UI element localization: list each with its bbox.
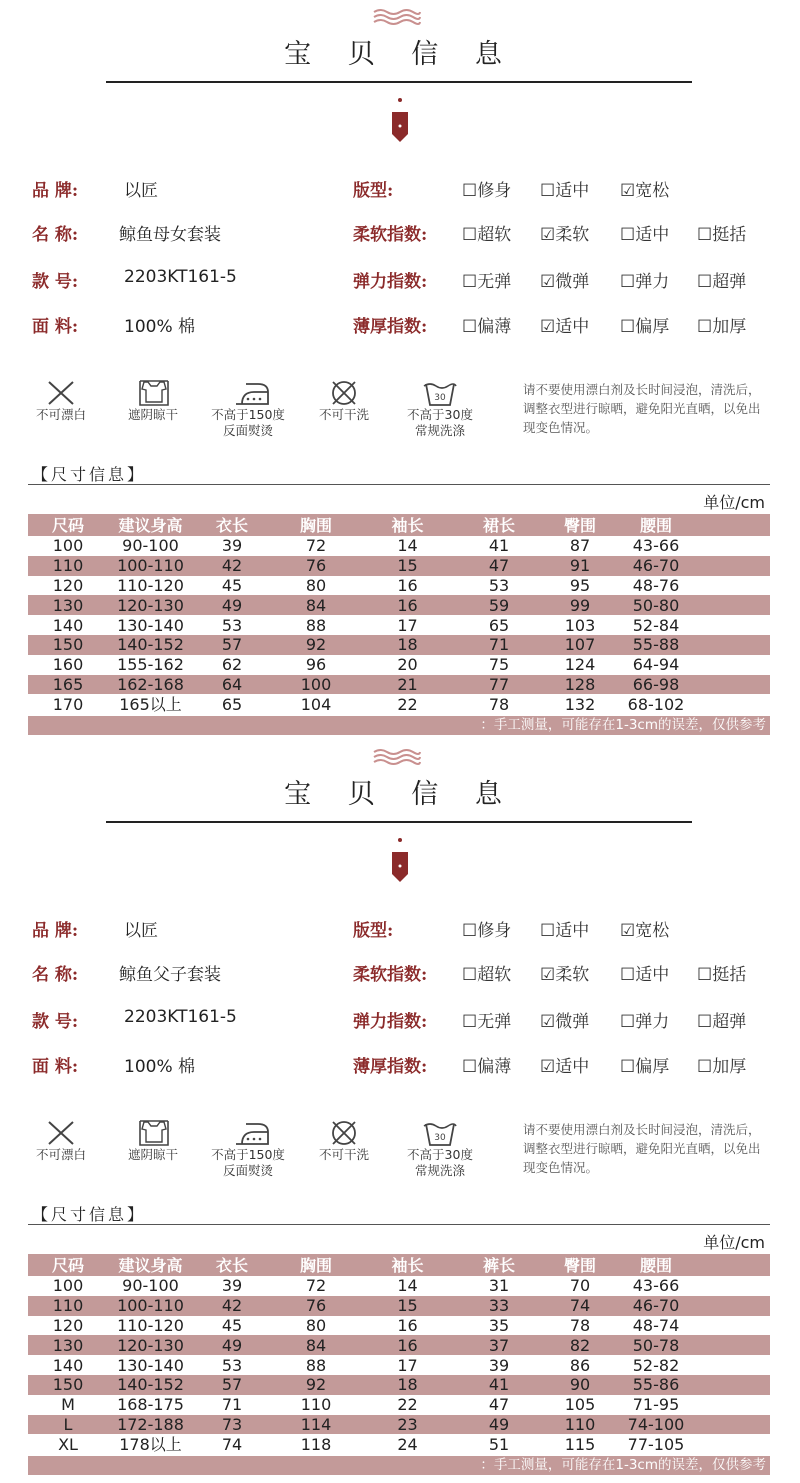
measurement-footnote: ：手工测量，可能存在1-3cm的误差，仅供参考 bbox=[28, 716, 770, 735]
wash-30-icon bbox=[420, 1118, 460, 1148]
column-header: 衣长 bbox=[193, 1254, 271, 1276]
table-row bbox=[28, 536, 770, 556]
table-cell: 107 bbox=[544, 635, 616, 655]
sku-value: 2203KT161-5 bbox=[124, 1007, 237, 1027]
table-cell: 39 bbox=[221, 536, 243, 556]
table-cell: 16 bbox=[361, 595, 454, 615]
size-section-title: 【尺寸信息】 bbox=[32, 1205, 147, 1224]
table-cell: 80 bbox=[305, 575, 327, 595]
table-cell: 105 bbox=[564, 1395, 596, 1415]
care-caption: 不可干洗 bbox=[318, 407, 369, 422]
table-cell: 52-84 bbox=[632, 615, 680, 635]
table-cell: 65 bbox=[488, 615, 510, 635]
care-caption: 不高于30度 常规洗涤 bbox=[407, 1147, 473, 1178]
table-cell: 47 bbox=[454, 556, 544, 576]
table-cell: 31 bbox=[488, 1276, 510, 1296]
table-cell: 130-140 bbox=[117, 1355, 184, 1375]
table-cell: 90-100 bbox=[122, 1276, 179, 1296]
table-cell: 57 bbox=[193, 1375, 271, 1395]
table-cell: 140 bbox=[52, 615, 84, 635]
table-cell: 16 bbox=[397, 575, 418, 595]
table-cell: 72 bbox=[305, 536, 327, 556]
table-cell: 53 bbox=[488, 575, 510, 595]
sku-value: 2203KT161-5 bbox=[124, 267, 237, 287]
softness-label: 柔软指数: bbox=[353, 225, 428, 245]
name-value: 鲸鱼父子套装 bbox=[119, 965, 221, 985]
wash-temp-text: 30 bbox=[434, 393, 446, 403]
table-cell: 59 bbox=[454, 595, 544, 615]
softness-option: ☐挺括 bbox=[697, 225, 747, 245]
table-cell: 55-86 bbox=[616, 1375, 696, 1395]
thickness-option: ☐加厚 bbox=[697, 317, 747, 337]
table-cell: 110-120 bbox=[117, 575, 184, 595]
table-cell: 120-130 bbox=[108, 595, 193, 615]
table-cell: 132 bbox=[564, 694, 596, 714]
table-cell: 78 bbox=[569, 1315, 591, 1335]
table-cell: 110 bbox=[28, 1296, 108, 1316]
table-cell: 110 bbox=[544, 1415, 616, 1435]
care-note: 请不要使用漂白剂及长时间浸泡，清洗后，调整衣型进行晾晒，避免阳光直晒，以免出现变色情况。 bbox=[523, 1122, 761, 1175]
column-header: 袖长 bbox=[361, 1254, 454, 1276]
thickness-option: ☐偏厚 bbox=[620, 317, 670, 337]
thickness-label: 薄厚指数: bbox=[353, 1057, 428, 1077]
table-cell: 16 bbox=[361, 1335, 454, 1355]
table-cell: 50-80 bbox=[616, 595, 696, 615]
size-divider bbox=[28, 484, 770, 485]
table-cell: 41 bbox=[454, 1375, 544, 1395]
table-cell: 91 bbox=[544, 556, 616, 576]
softness-option: ☑柔软 bbox=[540, 965, 590, 985]
fit-option: ☑宽松 bbox=[620, 181, 670, 201]
table-cell: 82 bbox=[544, 1335, 616, 1355]
table-cell: XL bbox=[58, 1434, 78, 1454]
table-cell: 17 bbox=[397, 1355, 418, 1375]
care-caption: 不可漂白 bbox=[35, 1147, 86, 1162]
shade-dry-icon bbox=[134, 1118, 174, 1148]
softness-option: ☐适中 bbox=[620, 965, 670, 985]
tag-ornament-icon bbox=[391, 112, 409, 142]
table-cell: 21 bbox=[361, 675, 454, 695]
table-row bbox=[28, 1335, 770, 1355]
table-cell: 92 bbox=[271, 1375, 361, 1395]
table-cell: 64 bbox=[193, 675, 271, 695]
table-cell: 165 bbox=[28, 675, 108, 695]
table-row bbox=[28, 635, 770, 655]
table-cell: 14 bbox=[397, 1276, 418, 1296]
table-cell: 49 bbox=[193, 1335, 271, 1355]
care-caption: 遮阴晾干 bbox=[127, 1147, 178, 1162]
table-cell: 76 bbox=[271, 556, 361, 576]
tag-ornament-icon bbox=[391, 852, 409, 882]
table-cell: 73 bbox=[193, 1415, 271, 1435]
table-cell: 110 bbox=[28, 556, 108, 576]
table-cell: 49 bbox=[454, 1415, 544, 1435]
table-cell: 20 bbox=[397, 655, 418, 675]
table-cell: 50-78 bbox=[616, 1335, 696, 1355]
wash-temp-text: 30 bbox=[434, 1133, 446, 1143]
table-cell: 130 bbox=[28, 595, 108, 615]
table-cell: 77-105 bbox=[627, 1434, 685, 1454]
table-cell: 100 bbox=[52, 1276, 84, 1296]
section-title: 宝 贝 信 息 bbox=[284, 779, 516, 810]
column-header: 尺码 bbox=[28, 1254, 108, 1276]
table-cell: 100 bbox=[271, 675, 361, 695]
table-cell: 99 bbox=[544, 595, 616, 615]
ornament-dot bbox=[398, 98, 402, 102]
elasticity-option: ☑微弹 bbox=[540, 272, 590, 292]
table-cell: 23 bbox=[361, 1415, 454, 1435]
table-row bbox=[28, 655, 770, 675]
table-cell: 43-66 bbox=[632, 536, 680, 556]
column-header: 衣长 bbox=[193, 514, 271, 536]
brand-value: 以匠 bbox=[124, 181, 158, 201]
column-header: 胸围 bbox=[271, 1254, 361, 1276]
table-cell: 74 bbox=[221, 1434, 243, 1454]
softness-option: ☑柔软 bbox=[540, 225, 590, 245]
table-cell: 162-168 bbox=[108, 675, 193, 695]
column-header: 裤长 bbox=[454, 1254, 544, 1276]
unit-label: 单位/cm bbox=[703, 493, 765, 512]
table-cell: 48-74 bbox=[632, 1315, 680, 1335]
table-cell: 52-82 bbox=[632, 1355, 680, 1375]
wash-30-icon bbox=[420, 378, 460, 408]
care-caption: 不可漂白 bbox=[35, 407, 86, 422]
thickness-option: ☑适中 bbox=[540, 317, 590, 337]
table-row bbox=[28, 694, 770, 714]
table-cell: 96 bbox=[305, 655, 327, 675]
table-cell: 150 bbox=[28, 635, 108, 655]
column-header: 建议身高 bbox=[108, 514, 193, 536]
table-cell: 128 bbox=[544, 675, 616, 695]
table-cell: 62 bbox=[221, 655, 243, 675]
table-row bbox=[28, 1316, 770, 1336]
table-cell: 168-175 bbox=[117, 1395, 184, 1415]
softness-option: ☐超软 bbox=[462, 965, 512, 985]
table-row bbox=[28, 1375, 770, 1395]
table-cell: 118 bbox=[300, 1434, 332, 1454]
sku-label: 款 号: bbox=[32, 272, 79, 292]
size-table bbox=[28, 514, 770, 714]
product-info-section bbox=[0, 0, 800, 740]
fit-option: ☐修身 bbox=[462, 921, 512, 941]
table-row bbox=[28, 1415, 770, 1435]
table-cell: 104 bbox=[300, 694, 332, 714]
table-row bbox=[28, 1434, 770, 1454]
fit-option: ☑宽松 bbox=[620, 921, 670, 941]
care-note: 请不要使用漂白剂及长时间浸泡，清洗后，调整衣型进行晾晒，避免阳光直晒，以免出现变色情况。 bbox=[523, 382, 761, 435]
thickness-option: ☐偏薄 bbox=[462, 317, 512, 337]
table-cell: 22 bbox=[397, 694, 418, 714]
table-cell: 160 bbox=[52, 655, 84, 675]
table-cell: 130 bbox=[28, 1335, 108, 1355]
table-cell: 41 bbox=[488, 536, 510, 556]
table-row bbox=[28, 615, 770, 635]
brand-label: 品 牌: bbox=[32, 181, 79, 201]
column-header: 建议身高 bbox=[108, 1254, 193, 1276]
table-cell: 47 bbox=[488, 1395, 510, 1415]
softness-option: ☐挺括 bbox=[697, 965, 747, 985]
table-cell: 68-102 bbox=[627, 694, 685, 714]
table-cell: 140-152 bbox=[108, 1375, 193, 1395]
table-cell: 53 bbox=[221, 615, 243, 635]
table-cell: L bbox=[28, 1415, 108, 1435]
table-cell: 74-100 bbox=[616, 1415, 696, 1435]
table-cell: 14 bbox=[397, 536, 418, 556]
care-caption: 不高于30度 常规洗涤 bbox=[407, 407, 473, 438]
table-cell: 74 bbox=[544, 1296, 616, 1316]
column-header: 尺码 bbox=[28, 514, 108, 536]
product-info-section bbox=[0, 740, 800, 1480]
care-caption: 不可干洗 bbox=[318, 1147, 369, 1162]
iron-icon bbox=[232, 378, 272, 408]
elasticity-label: 弹力指数: bbox=[353, 272, 428, 292]
size-divider bbox=[28, 1224, 770, 1225]
softness-option: ☐适中 bbox=[620, 225, 670, 245]
table-cell: 178以上 bbox=[119, 1434, 182, 1454]
table-cell: 110-120 bbox=[117, 1315, 184, 1335]
table-cell: 46-70 bbox=[616, 1296, 696, 1316]
table-cell: 84 bbox=[271, 1335, 361, 1355]
table-cell: 100-110 bbox=[108, 556, 193, 576]
column-header: 袖长 bbox=[361, 514, 454, 536]
table-cell: 70 bbox=[569, 1276, 591, 1296]
size-section-title: 【尺寸信息】 bbox=[32, 465, 147, 484]
table-cell: 39 bbox=[488, 1355, 510, 1375]
table-cell: 18 bbox=[361, 635, 454, 655]
table-cell: 71-95 bbox=[632, 1395, 680, 1415]
table-cell: 45 bbox=[221, 575, 243, 595]
table-cell: 115 bbox=[564, 1434, 596, 1454]
table-cell: 150 bbox=[28, 1375, 108, 1395]
table-row bbox=[28, 1296, 770, 1316]
table-cell: 75 bbox=[488, 655, 510, 675]
care-caption: 不高于150度 反面熨烫 bbox=[211, 1147, 285, 1178]
column-header: 裙长 bbox=[454, 514, 544, 536]
table-cell: 53 bbox=[221, 1355, 243, 1375]
measurement-footnote: ：手工测量，可能存在1-3cm的误差，仅供参考 bbox=[28, 1456, 770, 1475]
table-cell: 84 bbox=[271, 595, 361, 615]
elasticity-option: ☐超弹 bbox=[697, 1012, 747, 1032]
table-cell: 92 bbox=[271, 635, 361, 655]
table-row bbox=[28, 556, 770, 576]
table-row bbox=[28, 1276, 770, 1296]
fit-option: ☐修身 bbox=[462, 181, 512, 201]
care-caption: 遮阴晾干 bbox=[127, 407, 178, 422]
table-cell: 51 bbox=[488, 1434, 510, 1454]
sku-label: 款 号: bbox=[32, 1012, 79, 1032]
table-cell: 114 bbox=[271, 1415, 361, 1435]
table-cell: 64-94 bbox=[632, 655, 680, 675]
table-cell: 42 bbox=[193, 1296, 271, 1316]
table-cell: 65 bbox=[221, 694, 243, 714]
table-cell: 55-88 bbox=[616, 635, 696, 655]
table-cell: 80 bbox=[305, 1315, 327, 1335]
title-divider bbox=[106, 81, 692, 83]
table-cell: 16 bbox=[397, 1315, 418, 1335]
brand-value: 以匠 bbox=[124, 921, 158, 941]
elasticity-option: ☐超弹 bbox=[697, 272, 747, 292]
fit-label: 版型: bbox=[353, 921, 394, 941]
table-cell: 88 bbox=[305, 1355, 327, 1375]
table-cell: 120 bbox=[52, 1315, 84, 1335]
thickness-label: 薄厚指数: bbox=[353, 317, 428, 337]
shade-dry-icon bbox=[134, 378, 174, 408]
table-cell: 140 bbox=[52, 1355, 84, 1375]
name-label: 名 称: bbox=[32, 225, 79, 245]
thickness-option: ☐偏厚 bbox=[620, 1057, 670, 1077]
elasticity-label: 弹力指数: bbox=[353, 1012, 428, 1032]
table-row bbox=[28, 576, 770, 596]
table-cell: 15 bbox=[361, 1296, 454, 1316]
thickness-option: ☐偏薄 bbox=[462, 1057, 512, 1077]
table-cell: 72 bbox=[305, 1276, 327, 1296]
size-table-header bbox=[28, 514, 770, 536]
table-cell: 77 bbox=[454, 675, 544, 695]
table-cell: 110 bbox=[300, 1395, 332, 1415]
table-cell: 88 bbox=[305, 615, 327, 635]
column-header: 臀围 bbox=[544, 514, 616, 536]
no-dry-clean-icon bbox=[324, 1118, 364, 1148]
elasticity-option: ☐弹力 bbox=[620, 272, 670, 292]
table-cell: 172-188 bbox=[108, 1415, 193, 1435]
wave-ornament-icon bbox=[372, 748, 422, 766]
softness-option: ☐超软 bbox=[462, 225, 512, 245]
table-cell: 46-70 bbox=[616, 556, 696, 576]
table-cell: 43-66 bbox=[632, 1276, 680, 1296]
table-cell: 130-140 bbox=[117, 615, 184, 635]
table-cell: 120-130 bbox=[108, 1335, 193, 1355]
table-cell: 90 bbox=[544, 1375, 616, 1395]
table-cell: 95 bbox=[569, 575, 591, 595]
table-cell: 33 bbox=[454, 1296, 544, 1316]
no-bleach-icon bbox=[41, 1118, 81, 1148]
table-cell: 103 bbox=[564, 615, 596, 635]
care-caption: 不高于150度 反面熨烫 bbox=[211, 407, 285, 438]
name-value: 鲸鱼母女套装 bbox=[119, 225, 221, 245]
thickness-option: ☐加厚 bbox=[697, 1057, 747, 1077]
title-divider bbox=[106, 821, 692, 823]
section-title: 宝 贝 信 息 bbox=[284, 39, 516, 70]
table-cell: 49 bbox=[193, 595, 271, 615]
table-row bbox=[28, 1355, 770, 1375]
column-header: 腰围 bbox=[616, 514, 696, 536]
fit-option: ☐适中 bbox=[540, 181, 590, 201]
table-row bbox=[28, 675, 770, 695]
softness-label: 柔软指数: bbox=[353, 965, 428, 985]
table-cell: 18 bbox=[361, 1375, 454, 1395]
fit-label: 版型: bbox=[353, 181, 394, 201]
fabric-label: 面 料: bbox=[32, 1057, 79, 1077]
no-bleach-icon bbox=[41, 378, 81, 408]
fabric-label: 面 料: bbox=[32, 317, 79, 337]
wave-ornament-icon bbox=[372, 8, 422, 26]
elasticity-option: ☐无弹 bbox=[462, 272, 512, 292]
table-cell: 35 bbox=[488, 1315, 510, 1335]
column-header: 腰围 bbox=[616, 1254, 696, 1276]
table-cell: 24 bbox=[397, 1434, 418, 1454]
table-cell: 15 bbox=[361, 556, 454, 576]
elasticity-option: ☑微弹 bbox=[540, 1012, 590, 1032]
table-cell: 120 bbox=[52, 575, 84, 595]
name-label: 名 称: bbox=[32, 965, 79, 985]
table-cell: 71 bbox=[221, 1395, 243, 1415]
table-cell: 100-110 bbox=[108, 1296, 193, 1316]
fabric-value: 100% 棉 bbox=[124, 317, 196, 337]
iron-icon bbox=[232, 1118, 272, 1148]
table-cell: 165以上 bbox=[119, 694, 182, 714]
size-table bbox=[28, 1254, 770, 1454]
table-cell: 37 bbox=[454, 1335, 544, 1355]
column-header: 胸围 bbox=[271, 514, 361, 536]
table-row bbox=[28, 595, 770, 615]
table-cell: 124 bbox=[564, 655, 596, 675]
table-cell: 42 bbox=[193, 556, 271, 576]
elasticity-option: ☐弹力 bbox=[620, 1012, 670, 1032]
table-cell: 57 bbox=[193, 635, 271, 655]
table-cell: 39 bbox=[221, 1276, 243, 1296]
table-row bbox=[28, 1395, 770, 1415]
elasticity-option: ☐无弹 bbox=[462, 1012, 512, 1032]
table-cell: 140-152 bbox=[108, 635, 193, 655]
fit-option: ☐适中 bbox=[540, 921, 590, 941]
unit-label: 单位/cm bbox=[703, 1233, 765, 1252]
table-cell: 48-76 bbox=[632, 575, 680, 595]
table-cell: 71 bbox=[454, 635, 544, 655]
table-cell: 155-162 bbox=[117, 655, 184, 675]
no-dry-clean-icon bbox=[324, 378, 364, 408]
table-cell: 45 bbox=[221, 1315, 243, 1335]
table-cell: 76 bbox=[271, 1296, 361, 1316]
column-header: 臀围 bbox=[544, 1254, 616, 1276]
table-cell: 17 bbox=[397, 615, 418, 635]
table-cell: M bbox=[61, 1395, 75, 1415]
table-cell: 170 bbox=[52, 694, 84, 714]
fabric-value: 100% 棉 bbox=[124, 1057, 196, 1077]
thickness-option: ☑适中 bbox=[540, 1057, 590, 1077]
table-cell: 87 bbox=[569, 536, 591, 556]
table-cell: 90-100 bbox=[122, 536, 179, 556]
table-cell: 100 bbox=[52, 536, 84, 556]
table-cell: 66-98 bbox=[616, 675, 696, 695]
table-cell: 86 bbox=[569, 1355, 591, 1375]
brand-label: 品 牌: bbox=[32, 921, 79, 941]
table-cell: 78 bbox=[488, 694, 510, 714]
table-cell: 22 bbox=[397, 1395, 418, 1415]
size-table-header bbox=[28, 1254, 770, 1276]
ornament-dot bbox=[398, 838, 402, 842]
